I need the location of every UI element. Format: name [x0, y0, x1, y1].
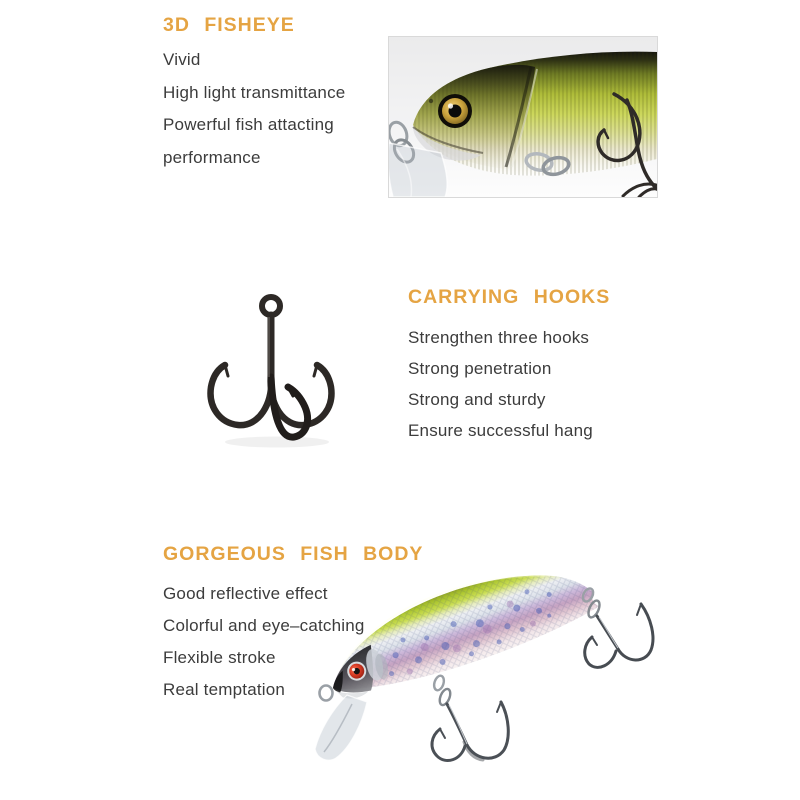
full-lure-photo [300, 552, 700, 782]
section-heading-hooks: CARRYING HOOKS [408, 286, 611, 308]
nose-split-ring [320, 686, 333, 701]
feature-line: Good reflective effect [163, 584, 328, 603]
treble-hook [211, 297, 332, 437]
gold-fish-eye [438, 94, 472, 128]
feature-line: Real temptation [163, 680, 286, 699]
feature-line: Strengthen three hooks [408, 328, 590, 347]
feature-line: Vivid [163, 50, 201, 69]
treble-hook-illustration [192, 285, 357, 453]
tail-treble-hook [581, 587, 653, 668]
feature-line: Ensure successful hang [408, 421, 593, 440]
feature-line: Strong penetration [408, 359, 552, 378]
feature-line: High light transmittance [163, 82, 346, 102]
feature-line: performance [163, 147, 261, 167]
feature-line: Strong and sturdy [408, 390, 546, 409]
feature-line: Flexible stroke [163, 648, 276, 667]
feature-line: Colorful and eye–catching [163, 616, 365, 635]
belly-treble-hook [432, 674, 508, 760]
lure-head-illustration [389, 37, 657, 197]
lure-head-close-up-photo [388, 36, 658, 198]
treble-hook-photo [192, 285, 357, 453]
lure-body [315, 552, 602, 709]
feature-line: Powerful fish attacting [163, 115, 334, 134]
fisheye-feature-list [163, 44, 345, 174]
hooks-feature-list [408, 322, 593, 446]
clear-lip [315, 695, 367, 760]
full-lure-illustration [300, 552, 700, 782]
section-heading-fisheye: 3D FISHEYE [163, 14, 295, 36]
section-heading-fishbody: GORGEOUS FISH BODY [163, 543, 424, 565]
